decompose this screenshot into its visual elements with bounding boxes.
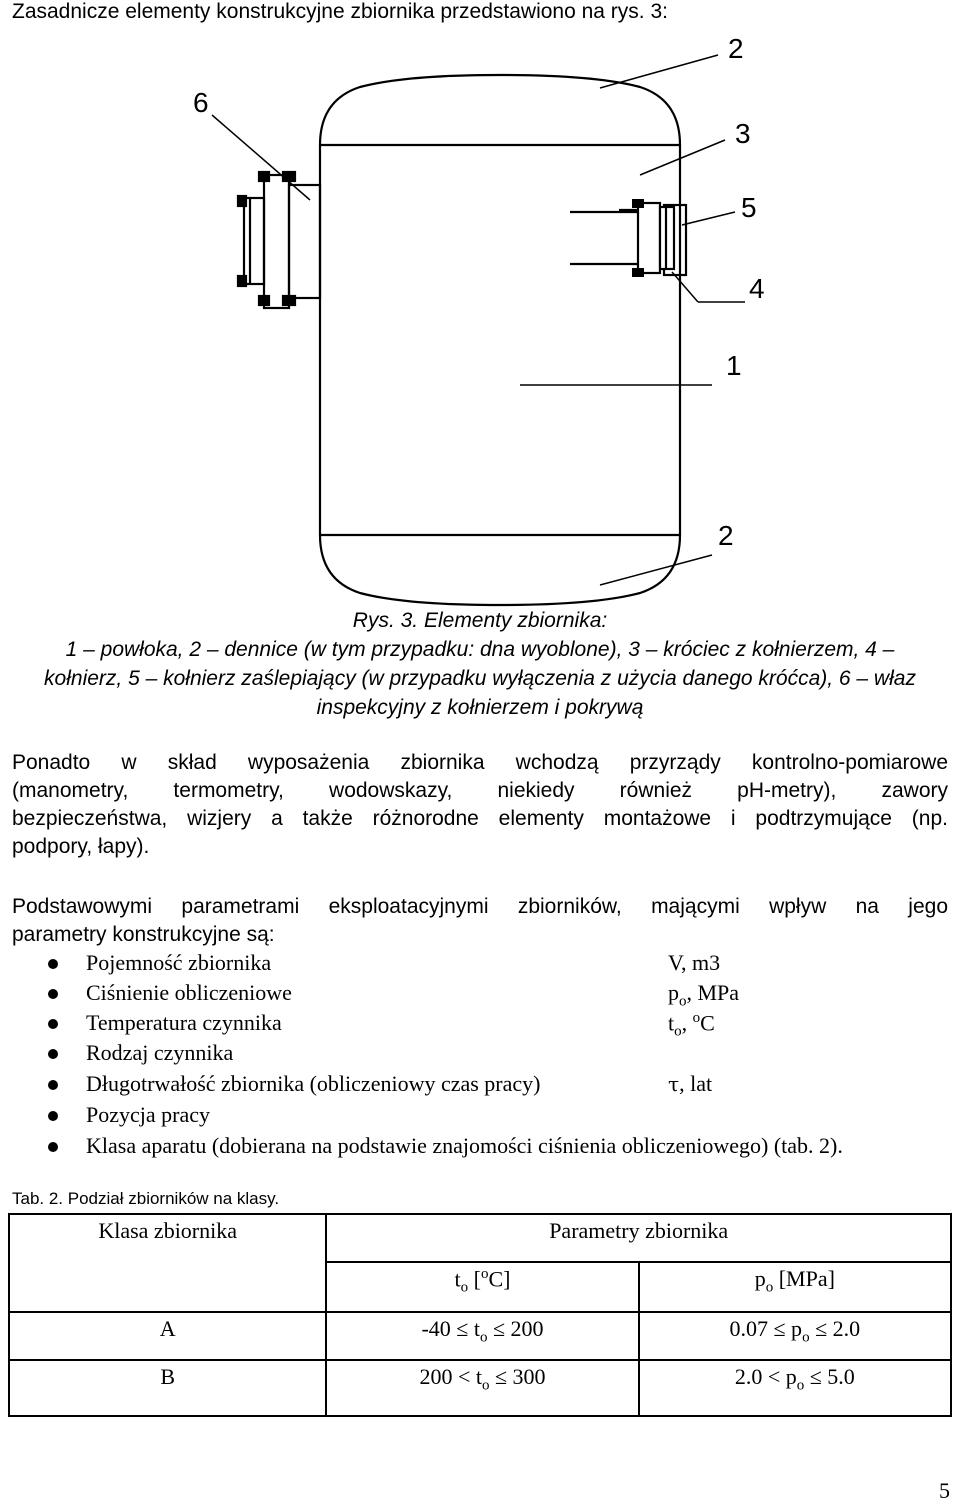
table-row	[9, 1360, 951, 1416]
label-6: 6	[193, 87, 209, 118]
caption-line-1: Rys. 3. Elementy zbiornika:	[352, 609, 608, 632]
para1-line-4: podpory, łapy).	[12, 835, 150, 858]
table-row	[9, 1312, 951, 1360]
para1-line-1: Ponadto w skład wyposażenia zbiornika wchodzą przyrządy kontrolno-pomiarowe	[12, 751, 948, 774]
para2-line-1: Podstawowymi parametrami eksploatacyjnymi zbiorników, mającymi wpływ na jego	[12, 895, 948, 918]
label-5: 5	[741, 192, 757, 223]
list-item: Temperatura czynnika $t_o$, $^o$C	[0, 1010, 960, 1040]
label-2-top: 2	[728, 33, 744, 64]
label-3: 3	[735, 118, 751, 149]
caption-line-4: inspekcyjny z kołnierzem i pokrywą	[316, 696, 644, 719]
label-2-bottom: 2	[718, 520, 734, 551]
list-item: Rodzaj czynnika	[0, 1040, 960, 1070]
list-item: Klasa aparatu (dobierana na podstawie znajomości ciśnienia obliczeniowego) (tab. 2).	[0, 1133, 960, 1163]
bullet-icon	[48, 1049, 58, 1059]
tank-diagram	[185, 25, 785, 615]
list-item: Pozycja pracy	[0, 1102, 960, 1132]
label-1: 1	[726, 350, 742, 381]
caption-line-2: 1 – powłoka, 2 – dennice (w tym przypadku: dna wyoblone), 3 – króciec z kołnierzem, 4 –	[65, 638, 895, 661]
bullet-icon	[48, 989, 58, 999]
list-item: Długotrwałość zbiornika (obliczeniowy czas pracy) τ, lat	[0, 1071, 960, 1101]
paragraph-parameters	[12, 893, 948, 949]
class-cell: A	[9, 1312, 326, 1360]
list-item: Ciśnienie obliczeniowe $p_o$, MPa	[0, 980, 960, 1010]
bullet-icon	[48, 1111, 58, 1121]
para1-line-3: bezpieczeństwa, wizjery a także różnorodne elementy montażowe i podtrzymujące (np.	[12, 807, 948, 830]
paragraph-equipment	[12, 749, 948, 861]
bullet-icon	[48, 1019, 58, 1029]
figure-caption	[8, 606, 952, 722]
pressure-cell: $2.0 < p_o \le 5.0$	[639, 1360, 951, 1416]
bullet-icon	[48, 959, 58, 969]
header-temperature: $t_o$ [$^o$C]	[326, 1262, 638, 1312]
header-pressure: $p_o$ [MPa]	[639, 1262, 951, 1312]
page-number: 5	[939, 1478, 950, 1503]
list-item: Pojemność zbiornika V, m3	[0, 950, 960, 980]
header-params: Parametry zbiornika	[326, 1214, 951, 1262]
temperature-cell: $200 < t_o \le 300$	[326, 1360, 638, 1416]
class-cell: B	[9, 1360, 326, 1416]
label-4: 4	[749, 273, 765, 304]
temperature-cell: $-40 \le t_o \le 200$	[326, 1312, 638, 1360]
nozzle-drawing	[560, 190, 700, 290]
bullet-icon	[48, 1080, 58, 1090]
intro-text: Zasadnicze elementy konstrukcyjne zbiornika przedstawiono na rys. 3:	[12, 0, 668, 23]
para2-line-2: parametry konstrukcyjne są:	[12, 923, 275, 946]
bullet-icon	[48, 1142, 58, 1152]
tank-shell	[320, 75, 680, 605]
classes-table	[8, 1213, 952, 1417]
table-title: Tab. 2. Podział zbiorników na klasy.	[12, 1189, 280, 1208]
table-header-row	[9, 1214, 951, 1262]
caption-line-3: kołnierz, 5 – kołnierz zaślepiający (w przypadku wyłączenia z użycia danego króćca), 6 – właz	[44, 667, 916, 690]
header-class: Klasa zbiornika	[9, 1214, 326, 1312]
pressure-cell: $0.07 \le p_o \le 2.0$	[639, 1312, 951, 1360]
para1-line-2: (manometry, termometry, wodowskazy, niekiedy również pH-metry), zawory	[12, 779, 948, 802]
manhole-flange	[238, 172, 320, 308]
